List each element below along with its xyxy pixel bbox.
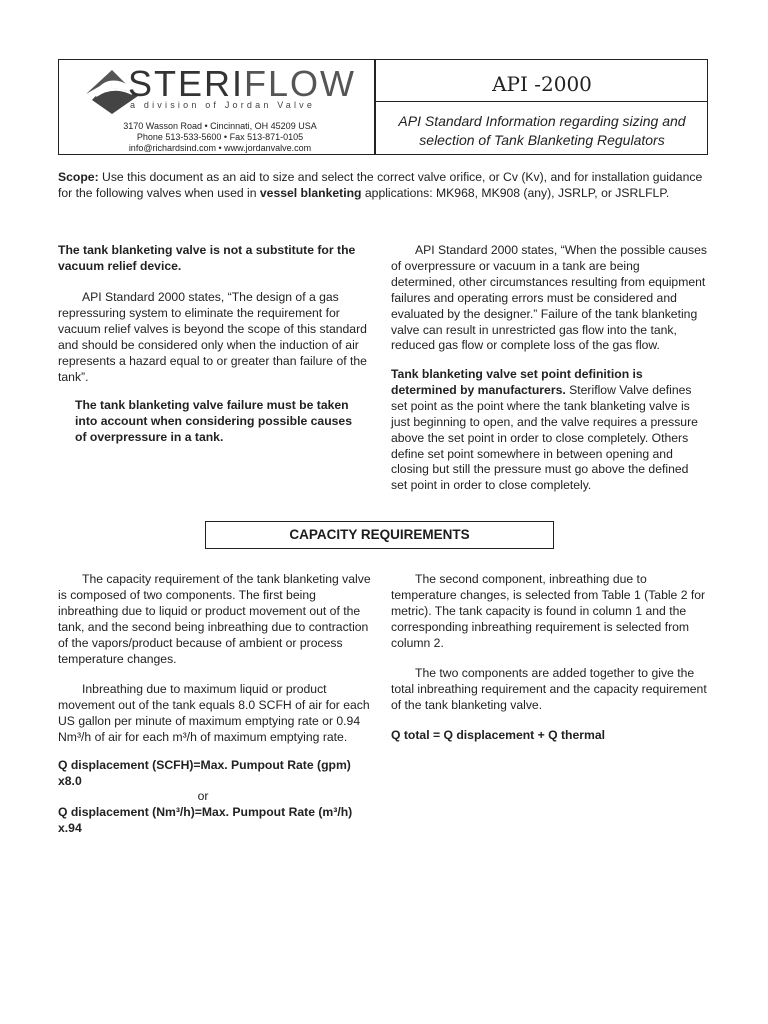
address-line: 3170 Wasson Road • Cincinnati, OH 45209 USA: [123, 121, 317, 131]
scope-paragraph: Scope: Use this document as an aid to size and select the correct valve orifice, or Cv (Kv), and for installation guidance for the following valves when used in vessel blanketing applications: MK968, MK908 (any), JSRLP, or JSRLFLP.: [58, 170, 703, 200]
right-api-paragraph: API Standard 2000 states, “When the possible causes of overpressure or vacuum in a tank are being determined, other circumstances resulting from equipment failures and operating errors must be considered and evaluated by the designer.” Failure of the tank blanketing valve can result in unrestricted gas flow into the tank, reduced gas flow or complete loss of the gas flow.: [391, 243, 707, 353]
total-paragraph: The two components are added together to give the total inbreathing requirement and the capacity requirement of the tank blanketing valve.: [391, 666, 707, 712]
formula-metric: Q displacement (Nm³/h)=Max. Pumpout Rate (m³/h) x.94: [58, 805, 353, 835]
doc-subtitle: API Standard Information regarding sizing and selection of Tank Blanketing Regulators: [398, 113, 686, 148]
phone-line: Phone 513-533-5600 • Fax 513-871-0105: [136, 132, 304, 142]
brand-name: STERIFLOW: [128, 63, 357, 104]
doc-title: API -2000: [492, 72, 592, 96]
set-point-paragraph: Tank blanketing valve set point definition is determined by manufacturers. Steriflow Valve defines set point as the point where the tank blanketing valve is just beginning to open, and the valve requires a pressure above the set point in order to close completely. Others define set point somewhere in between opening and closing but still the pressure must go above the defined set point in order to close completely.: [391, 367, 698, 493]
vacuum-relief-heading: The tank blanketing valve is not a substitute for the vacuum relief device.: [58, 243, 356, 273]
capacity-intro: The capacity requirement of the tank blanketing valve is composed of two components. The first being inbreathing due to liquid or product movement out of the tank, and the second being inbreathing due to contraction of the vapors/product because of ambient or process temperature changes.: [58, 572, 371, 666]
formula-total: Q total = Q displacement + Q thermal: [391, 728, 606, 742]
capacity-heading: CAPACITY REQUIREMENTS: [205, 521, 554, 549]
thermal-paragraph: The second component, inbreathing due to temperature changes, is selected from Table 1 (Table 2 for metric). The tank capacity is found in column 1 and the corresponding inbreathing requirement is selected from column 2.: [391, 572, 706, 650]
failure-warning: The tank blanketing valve failure must be taken into account when considering possible causes of overpressure in a tank.: [75, 398, 352, 444]
header-title-divider: [374, 101, 708, 102]
left-api-paragraph: API Standard 2000 states, “The design of a gas repressuring system to eliminate the requirement for vacuum relief valves is beyond the scope of this standard and should be considered only when the induction of air represents a hazard equal to or greater than failure of the tank”.: [58, 290, 367, 384]
formula-or: or: [197, 789, 209, 803]
formula-scfh: Q displacement (SCFH)=Max. Pumpout Rate (gpm) x8.0: [58, 758, 351, 788]
contact-line: info@richardsind.com • www.jordanvalve.com: [128, 143, 312, 153]
division-text: a division of Jordan Valve: [130, 100, 316, 110]
inbreathing-paragraph: Inbreathing due to maximum liquid or product movement out of the tank equals 8.0 SCFH of air for each US gallon per minute of maximum emptying rate or 0.94 Nm³/h of air for each m³/h of maximum emptying rate.: [58, 682, 370, 744]
